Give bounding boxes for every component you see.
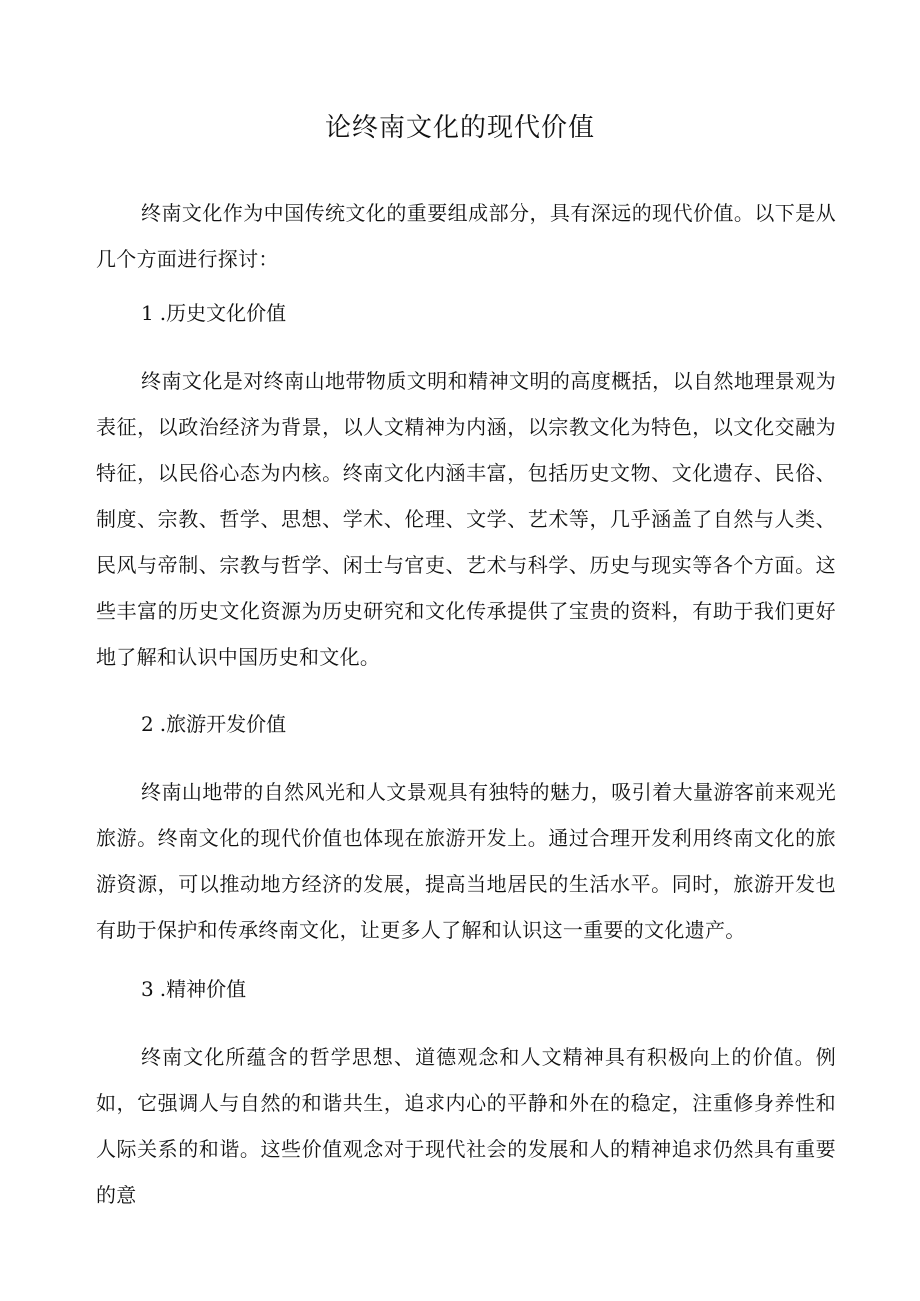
section-heading-1 (141, 290, 286, 336)
section-heading-text: .旅游开发价值 (159, 712, 287, 736)
section-heading-text: .历史文化价值 (159, 301, 287, 325)
section-heading-3 (141, 966, 246, 1012)
section-heading-text: .精神价值 (159, 977, 247, 1001)
section-paragraph-3: 终南文化所蕴含的哲学思想、道德观念和人文精神具有积极向上的价值。例如，它强调人与自然的和谐共生，追求内心的平静和外在的稳定，注重修身养性和人际关系的和谐。这些价值观念对于现代社会的发展和人的精神追求仍然具有重要的意 (96, 1045, 836, 1207)
section-number: 1 (141, 301, 154, 325)
section-number: 2 (141, 712, 154, 736)
section-heading-2 (141, 701, 286, 747)
section-paragraph-1: 终南文化是对终南山地带物质文明和精神文明的高度概括，以自然地理景观为表征，以政治经济为背景，以人文精神为内涵，以宗教文化为特色，以文化交融为特征，以民俗心态为内核。终南文化内涵丰富，包括历史文物、文化遗存、民俗、制度、宗教、哲学、思想、学术、伦理、文学、艺术等，几乎涵盖了自然与人类、民风与帝制、宗教与哲学、闲士与官吏、艺术与科学、历史与现实等各个方面。这些丰富的历史文化资源为历史研究和文化传承提供了宝贵的资料，有助于我们更好地了解和认识中国历史和文化。 (96, 369, 836, 669)
intro-paragraph: 终南文化作为中国传统文化的重要组成部分，具有深远的现代价值。以下是从几个方面进行探讨： (96, 201, 836, 271)
document-title: 论终南文化的现代价值 (324, 113, 595, 143)
section-paragraph-2: 终南山地带的自然风光和人文景观具有独特的魅力，吸引着大量游客前来观光旅游。终南文化的现代价值也体现在旅游开发上。通过合理开发利用终南文化的旅游资源，可以推动地方经济的发展，提高当地居民的生活水平。同时，旅游开发也有助于保护和传承终南文化，让更多人了解和认识这一重要的文化遗产。 (96, 780, 836, 942)
section-number: 3 (141, 977, 154, 1001)
